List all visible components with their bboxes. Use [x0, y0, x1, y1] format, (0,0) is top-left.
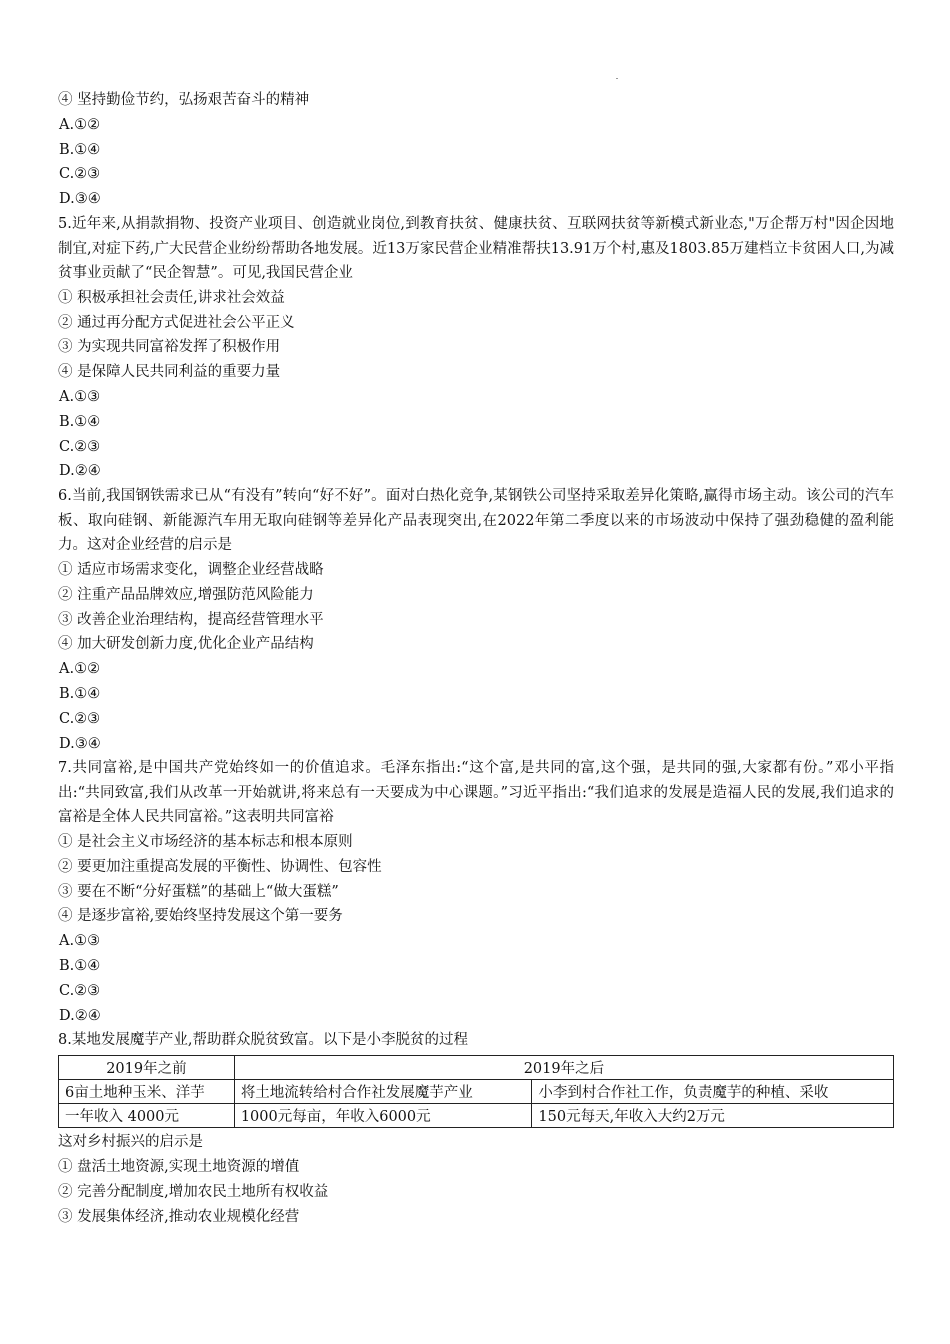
- q7-option-c: C.②③: [59, 982, 101, 999]
- q4-option-d: D.③④: [59, 191, 101, 208]
- q4-option-b: B.①④: [59, 141, 101, 158]
- table-row: [59, 1104, 894, 1128]
- poverty-relief-table: [58, 1055, 894, 1128]
- q7-stem: 7.共同富裕,是中国共产党始终如一的价值追求。毛泽东指出:“这个富,是共同的富,这个强，是共同的强,大家都有份。”邓小平指出:“共同致富,我们从改革一开始就讲,将来总有一天要成为中心课题。”习近平指出:“我们追求的发展是造福人民的发展,我们追求的富裕是全体人民共同富裕。”这表明共同富裕: [58, 760, 894, 826]
- q6-option-d: D.③④: [59, 735, 101, 752]
- q8-item-2: ② 完善分配制度,增加农民土地所有权收益: [58, 1183, 329, 1200]
- table-cell: 150元每天,年收入大约2万元: [532, 1104, 894, 1128]
- table-header-before: 2019年之前: [59, 1056, 235, 1080]
- scan-mark: [616, 78, 618, 79]
- q6-stem: 6.当前,我国钢铁需求已从“有没有”转向“好不好”。面对白热化竞争,某钢铁公司坚持采取差异化策略,赢得市场主动。该公司的汽车板、取向硅钢、新能源汽车用无取向硅钢等差异化产品表现突出,在2022年第二季度以来的市场波动中保持了强劲稳健的盈利能力。这对企业经营的启示是: [58, 488, 894, 554]
- q6-option-c: C.②③: [59, 710, 101, 727]
- q5-option-c: C.②③: [59, 438, 101, 455]
- q5-option-d: D.②④: [59, 463, 101, 480]
- q4-item-4: ④ 坚持勤俭节约，弘扬艰苦奋斗的精神: [58, 92, 310, 108]
- q6-item-4: ④ 加大研发创新力度,优化企业产品结构: [58, 636, 314, 653]
- q7-item-1: ① 是社会主义市场经济的基本标志和根本原则: [58, 834, 353, 851]
- table-header-row: [59, 1056, 894, 1080]
- q8-item-1: ① 盘活土地资源,实现土地资源的增值: [58, 1159, 300, 1176]
- q8-followup: 这对乡村振兴的启示是: [58, 1134, 203, 1151]
- q7-option-b: B.①④: [59, 958, 101, 975]
- exam-page: [58, 88, 894, 1229]
- q5-stem: 5.近年来,从捐款捐物、投资产业项目、创造就业岗位,到教育扶贫、健康扶贫、互联网扶贫等新模式新业态,"万企帮万村"因企因地制宜,对症下药,广大民营企业纷纷帮助各地发展。近13万家民营企业精准帮扶13.91万个村,惠及1803.85万建档立卡贫困人口,为减贫事业贡献了“民企智慧”。可见,我国民营企业: [58, 215, 894, 282]
- q6-item-2: ② 注重产品品牌效应,增强防范风险能力: [58, 586, 314, 603]
- q4-option-c: C.②③: [59, 166, 101, 183]
- q5-item-3: ③ 为实现共同富裕发挥了积极作用: [58, 339, 281, 356]
- q5-option-b: B.①④: [59, 413, 101, 430]
- table-cell: 小李到村合作社工作，负责魔芋的种植、采收: [532, 1080, 894, 1104]
- q8-item-3: ③ 发展集体经济,推动农业规模化经营: [58, 1208, 300, 1225]
- q7-item-4: ④ 是逐步富裕,要始终坚持发展这个第一要务: [58, 908, 343, 925]
- table-cell: 将土地流转给村合作社发展魔芋产业: [234, 1080, 532, 1104]
- table-cell: 一年收入 4000元: [59, 1104, 235, 1128]
- q4-option-a: A.①②: [59, 116, 101, 133]
- q6-option-b: B.①④: [59, 685, 101, 702]
- q5-item-2: ② 通过再分配方式促进社会公平正义: [58, 314, 295, 331]
- q8-stem: 8.某地发展魔芋产业,帮助群众脱贫致富。以下是小李脱贫的过程: [58, 1032, 468, 1049]
- q5-item-4: ④ 是保障人民共同利益的重要力量: [58, 364, 281, 381]
- q7-item-2: ② 要更加注重提高发展的平衡性、协调性、包容性: [58, 858, 382, 875]
- table-row: [59, 1080, 894, 1104]
- table-header-after: 2019年之后: [234, 1056, 893, 1080]
- q5-option-a: A.①③: [59, 388, 101, 405]
- q6-item-3: ③ 改善企业治理结构，提高经营管理水平: [58, 611, 324, 628]
- table-cell: 1000元每亩，年收入6000元: [234, 1104, 532, 1128]
- q6-item-1: ① 适应市场需求变化，调整企业经营战略: [58, 561, 324, 578]
- table-cell: 6亩土地种玉米、洋芋: [59, 1080, 235, 1104]
- q7-item-3: ③ 要在不断“分好蛋糕”的基础上“做大蛋糕”: [58, 883, 339, 900]
- q5-item-1: ① 积极承担社会责任,讲求社会效益: [58, 289, 285, 306]
- q7-option-a: A.①③: [59, 933, 101, 950]
- q7-option-d: D.②④: [59, 1007, 101, 1024]
- q6-option-a: A.①②: [59, 661, 101, 678]
